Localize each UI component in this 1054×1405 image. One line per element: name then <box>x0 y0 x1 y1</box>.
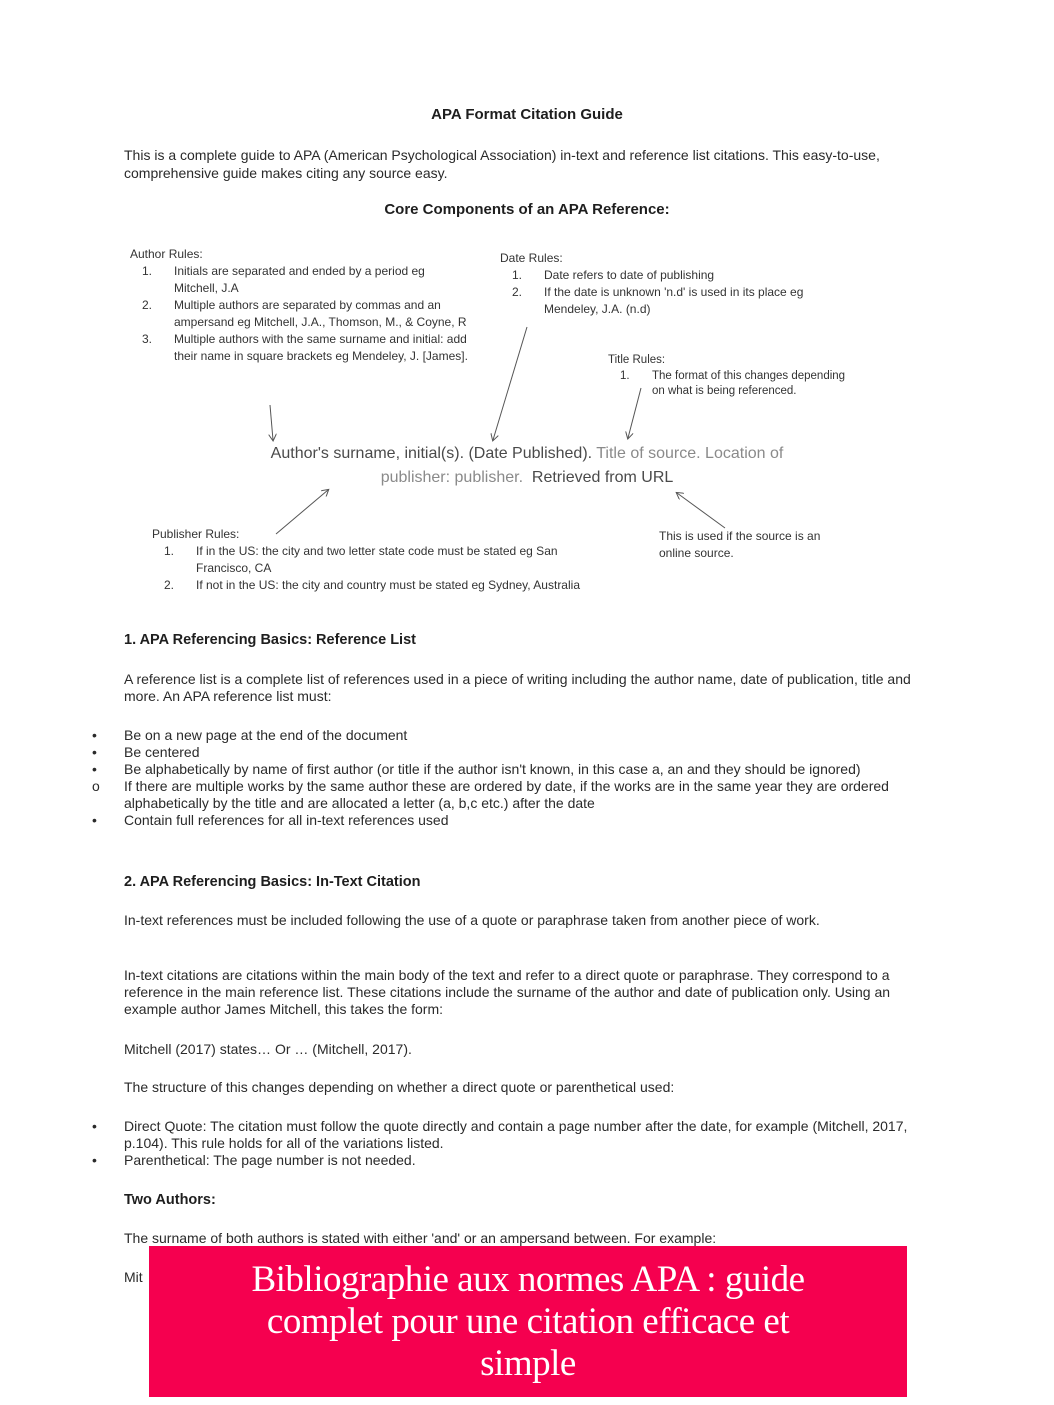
list-item: • Contain full references for all in-text references used <box>92 812 449 828</box>
arrow-date <box>493 327 527 440</box>
section3-heading: Two Authors: <box>124 1192 216 1208</box>
document-title: APA Format Citation Guide <box>431 106 623 123</box>
section2-bullet-list <box>0 1118 1054 1169</box>
section1-bullet-list <box>0 727 1054 829</box>
author-rule-item: 3. Multiple authors with the same surname and initial: add their name in square brackets eg Mendeley, J. [James]. <box>142 332 468 363</box>
arrow-title <box>628 388 641 438</box>
core-components-heading: Core Components of an APA Reference: <box>384 201 670 218</box>
author-rule-item: 1. Initials are separated and ended by a period eg Mitchell, J.A <box>142 264 425 295</box>
list-item: • Be centered <box>92 744 200 760</box>
list-item: • Be on a new page at the end of the document <box>92 727 408 743</box>
section2-paragraph-2: In-text citations are citations within the main body of the text and refer to a direct quote or paraphrase. They correspond to a reference in the main reference list. These citations include the surname of the author and date of publication only. Using an example author James Mitchell, this takes the form: <box>124 967 891 1017</box>
title-rule-item: 1. The format of this changes depending on what is being referenced. <box>620 369 846 397</box>
list-item: • Direct Quote: The citation must follow the quote directly and contain a page number after the date, for example (Mitchell, 2017, p.104). This rule holds for all of the variations listed. <box>92 1118 908 1151</box>
publisher-rules-heading: Publisher Rules: <box>152 527 240 541</box>
arrow-publisher <box>276 490 328 534</box>
formula-retrieved: Retrieved from URL <box>531 469 674 486</box>
list-item: • Be alphabetically by name of first author (or title if the author isn't known, in this case a, an and they should be ignored) <box>92 761 861 777</box>
section2-heading: 2. APA Referencing Basics: In-Text Citation <box>124 874 421 890</box>
publisher-rule-item: 1. If in the US: the city and two letter state code must be stated eg San Francisco, CA <box>164 544 558 575</box>
formula-date: (Date Published). <box>468 445 593 462</box>
list-item: o If there are multiple works by the same author these are ordered by date, if the works are in the same year they are ordered alphabetically by the title and are allocated a letter (a, b,c etc.) after the date <box>92 778 889 811</box>
date-rule-item: 1. Date refers to date of publishing <box>512 268 715 282</box>
section2-example: Mitchell (2017) states… Or … (Mitchell, 2017). <box>124 1041 412 1057</box>
section3-paragraph: The surname of both authors is stated with either 'and' or an ampersand between. For example: <box>124 1230 717 1246</box>
date-rules-heading: Date Rules: <box>500 251 563 265</box>
formula-location: Location of <box>705 445 784 462</box>
author-rule-item: 2. Multiple authors are separated by commas and an ampersand eg Mitchell, J.A., Thomson, M., & Coyne, R <box>142 298 467 329</box>
url-note: This is used if the source is an online source. <box>659 529 821 560</box>
list-item: • Parenthetical: The page number is not needed. <box>92 1152 416 1168</box>
section1-heading: 1. APA Referencing Basics: Reference List <box>124 632 416 648</box>
intro-paragraph: This is a complete guide to APA (American Psychological Association) in-text and reference list citations. This easy-to-use, comprehensive guide makes citing any source easy. <box>124 147 880 181</box>
formula-author: Author's surname, initial(s). <box>270 445 465 462</box>
title-rules-heading: Title Rules: <box>608 354 666 366</box>
publisher-rule-item: 2. If not in the US: the city and country must be stated eg Sydney, Australia <box>164 578 580 592</box>
section2-paragraph-3: The structure of this changes depending on whether a direct quote or parenthetical used: <box>124 1079 675 1095</box>
date-rule-item: 2. If the date is unknown 'n.d' is used in its place eg Mendeley, J.A. (n.d) <box>512 285 804 316</box>
author-rules-heading: Author Rules: <box>130 247 203 261</box>
formula-title: Title of source. <box>596 445 701 462</box>
formula-publisher: publisher: publisher. <box>380 469 524 486</box>
section3-partial-text: Mit <box>124 1269 143 1285</box>
section1-paragraph: A reference list is a complete list of references used in a piece of writing including the author name, date of publication, title and more. An APA reference list must: <box>124 671 911 704</box>
section2-paragraph-1: In-text references must be included following the use of a quote or paraphrase taken from another piece of work. <box>124 912 820 928</box>
arrow-url <box>677 493 725 528</box>
arrow-author <box>270 405 273 440</box>
title-banner <box>149 1246 907 1397</box>
banner-text: Bibliographie aux normes APA : guide complet pour une citation efficace et simple <box>251 1258 805 1384</box>
